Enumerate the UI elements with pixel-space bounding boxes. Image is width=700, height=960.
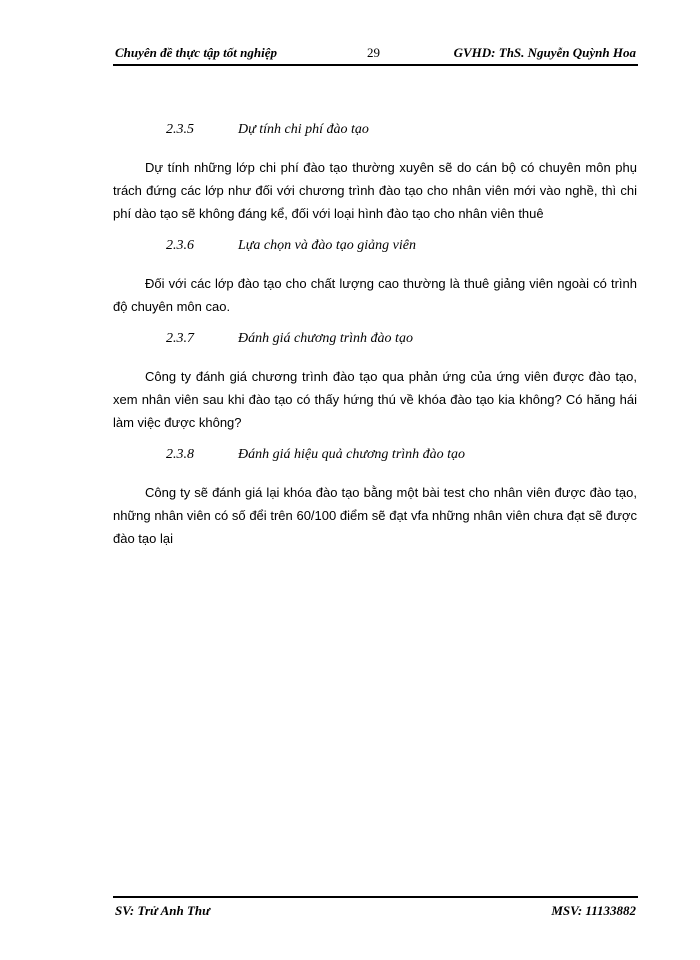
section-paragraph: Dự tính những lớp chi phí đào tạo thường xuyên sẽ do cán bộ có chuyên môn phụ trách đứng các lớp như đối với chương trình đào tạo cho nhân viên mới vào nghề, thì chi phí dào tạo sẽ không đáng kể, đối với loại hình đào tạo cho nhân viên thuê (113, 160, 637, 221)
section-title: Đánh giá hiệu quả chương trình đào tạo (238, 447, 466, 462)
student-id: MSV: 11133882 (551, 903, 636, 918)
supervisor-name: GVHD: ThS. Nguyễn Quỳnh Hoa (453, 45, 636, 60)
page-number: 29 (367, 45, 380, 60)
section-number: 2.3.6 (166, 238, 194, 253)
section-title: Đánh giá chương trình đào tạo (238, 331, 413, 346)
section-number: 2.3.5 (166, 122, 194, 137)
section-paragraph: Công ty sẽ đánh giá lại khóa đào tạo bằng một bài test cho nhân viên được đào tạo, những nhân viên có số đểi trên 60/100 điểm sẽ đạt vfa những nhân viên chưa đạt sẽ được đào tạo lại (113, 485, 637, 546)
section-paragraph: Công ty đánh giá chương trình đào tạo qua phản ứng của ứng viên được đào tạo, xem nhân viên sau khi đào tạo có thấy hứng thú về khóa đào tạo kia không? Có hăng hái làm việc được không? (113, 369, 637, 430)
student-name: SV: Trử Anh Thư (115, 903, 210, 918)
document-title: Chuyên đề thực tập tốt nghiệp (115, 45, 277, 60)
page-header (113, 44, 638, 66)
page-footer (113, 896, 638, 920)
section-heading (113, 329, 637, 351)
section-number: 2.3.7 (166, 331, 194, 346)
section-heading (113, 445, 637, 467)
section-heading (113, 120, 637, 142)
section-number: 2.3.8 (166, 447, 194, 462)
section-heading (113, 236, 637, 258)
page-body (113, 120, 637, 550)
section-title: Dự tính chi phí đào tạo (238, 122, 369, 137)
section-paragraph: Đối với các lớp đào tạo cho chất lượng cao thường là thuê giảng viên ngoài có trình độ chuyên môn cao. (113, 276, 637, 314)
section-title: Lựa chọn và đào tạo giảng viên (238, 238, 416, 253)
